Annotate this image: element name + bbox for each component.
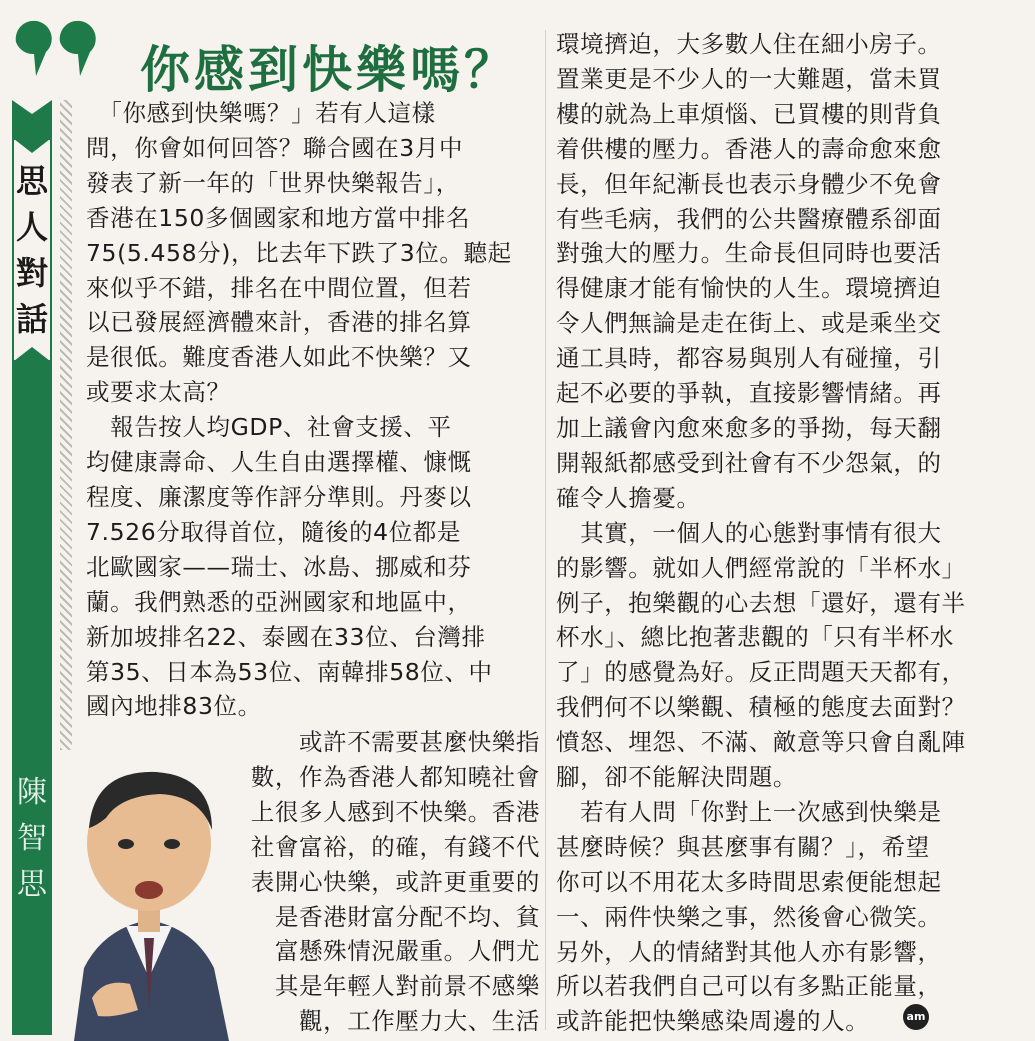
left-column-line: 「你感到快樂嗎？」若有人這樣 <box>86 99 436 127</box>
right-column-line: 樓的就為上車煩惱、已買樓的則背負 <box>556 99 942 128</box>
right-column-line: 憤怒、埋怨、不滿、敵意等只會自亂陣 <box>556 728 966 757</box>
left-column-line: 北歐國家——瑞士、冰島、挪威和芬 <box>86 552 472 581</box>
right-column-line: 起不必要的爭執，直接影響情緒。再 <box>556 379 942 408</box>
hatch-pattern <box>60 100 72 750</box>
left-column-line: 香港在150多個國家和地方當中排名 <box>86 203 471 232</box>
right-column-line: 有些毛病，我們的公共醫療體系卻面 <box>556 204 942 233</box>
right-column-line: 杯水」、總比抱著悲觀的「只有半杯水 <box>556 623 954 652</box>
right-column-line: 着供樓的壓力。香港人的壽命愈來愈 <box>556 134 942 163</box>
left-column-line: 以已發展經濟體來計，香港的排名算 <box>86 308 472 337</box>
wrapped-column-line: 上很多人感到不快樂。香港 <box>250 797 540 826</box>
right-column-line: 另外，人的情緒對其他人亦有影響， <box>556 937 942 966</box>
column-label-char: 對 <box>15 254 48 292</box>
right-column-line: 甚麼時候？與甚麼事有關？」，希望 <box>556 832 930 861</box>
left-column-line: 75(5.458分)，比去年下跌了3位。聽起 <box>86 238 512 267</box>
right-column-line: 例子，抱樂觀的心去想「還好，還有半 <box>556 588 966 617</box>
left-column-line: 報告按人均GDP、社會支援、平 <box>86 413 452 442</box>
author-char: 智 <box>17 821 47 856</box>
wrapped-column-line: 富懸殊情況嚴重。人們尤 <box>274 937 540 966</box>
right-column-line: 其實，一個人的心態對事情有很大 <box>556 518 942 547</box>
right-column-line: 或許能把快樂感染周邊的人。 <box>556 1007 870 1036</box>
wrapped-column-line: 或許不需要甚麼快樂指 <box>299 728 540 756</box>
right-column-line: 我們何不以樂觀、積極的態度去面對？ <box>556 693 966 722</box>
right-column-line: 對強大的壓力。生命長但同時也要活 <box>556 239 942 268</box>
right-column-line: 長，但年紀漸長也表示身體少不免會 <box>556 169 942 198</box>
quote-marks-icon <box>12 20 100 80</box>
wrapped-column-line: 社會富裕，的確，有錢不代 <box>250 832 540 861</box>
author-char: 思 <box>17 867 47 902</box>
column-divider <box>545 30 546 1030</box>
right-column-line: 置業更是不少人的一大難題，當未買 <box>556 64 942 93</box>
right-column-line: 開報紙都感受到社會有不少怨氣，的 <box>556 448 942 477</box>
wrapped-column-text <box>190 725 540 1039</box>
left-column-line: 新加坡排名22、泰國在33位、台灣排 <box>86 622 486 651</box>
right-column-line: 若有人問「你對上一次感到快樂是 <box>556 797 942 826</box>
left-column-line: 國內地排83位。 <box>86 692 262 721</box>
left-column-line: 來似乎不錯，排名在中間位置，但若 <box>86 273 472 302</box>
publication-logo-icon: am <box>903 1004 929 1030</box>
right-column-line: 一、兩件快樂之事，然後會心微笑。 <box>556 902 942 931</box>
author-caricature <box>64 748 234 1041</box>
wrapped-column-line: 是香港財富分配不均、貧 <box>274 902 540 931</box>
column-label <box>14 140 50 360</box>
right-column-line: 確令人擔憂。 <box>556 483 701 512</box>
column-label-char: 思 <box>15 162 48 200</box>
left-column-line: 第35、日本為53位、南韓排58位、中 <box>86 657 493 686</box>
article-headline: 你感到快樂嗎？ <box>140 41 518 99</box>
left-column-line: 是很低。難度香港人如此不快樂？又 <box>86 343 472 372</box>
column-label-char: 人 <box>15 208 48 246</box>
wrapped-column-line: 表開心快樂，或許更重要的 <box>250 867 540 896</box>
right-column-line: 令人們無論是走在街上、或是乘坐交 <box>556 309 942 338</box>
right-column-line: 通工具時，都容易與別人有碰撞，引 <box>556 344 942 373</box>
left-column-line: 7.526分取得首位，隨後的4位都是 <box>86 517 462 546</box>
left-column-line: 發表了新一年的「世界快樂報告」， <box>86 168 460 197</box>
wrapped-column-line: 觀，工作壓力大、生活 <box>299 1007 540 1036</box>
right-column-line: 的影響。就如人們經常說的「半杯水」 <box>556 553 966 582</box>
right-column-line: 得健康才能有愉快的人生。環境擠迫 <box>556 274 942 303</box>
right-column-line: 所以若我們自己可以有多點正能量， <box>556 972 942 1001</box>
right-column-line: 腳，卻不能解決問題。 <box>556 763 797 792</box>
right-column-line: 加上議會內愈來愈多的爭拗，每天翻 <box>556 413 942 442</box>
left-column-line: 均健康壽命、人生自由選擇權、慷慨 <box>86 448 472 477</box>
left-column-line: 程度、廉潔度等作評分準則。丹麥以 <box>86 482 472 511</box>
left-column-line: 問，你會如何回答？聯合國在3月中 <box>86 133 464 162</box>
right-column-line: 你可以不用花太多時間思索便能想起 <box>556 867 942 896</box>
column-label-char: 話 <box>15 300 48 338</box>
right-column-text <box>556 27 1026 1039</box>
left-column-line: 或要求太高？ <box>86 378 231 407</box>
left-column-line: 蘭。我們熟悉的亞洲國家和地區中， <box>86 587 472 616</box>
wrapped-column-line: 其是年輕人對前景不感樂 <box>274 972 540 1001</box>
right-column-line: 了」的感覺為好。反正問題天天都有， <box>556 658 966 687</box>
author-char: 陳 <box>17 775 47 810</box>
left-column-text <box>86 96 536 724</box>
wrapped-column-line: 數，作為香港人都知曉社會 <box>250 762 540 791</box>
author-name <box>12 770 52 908</box>
right-column-line: 環境擠迫，大多數人住在細小房子。 <box>556 30 942 58</box>
